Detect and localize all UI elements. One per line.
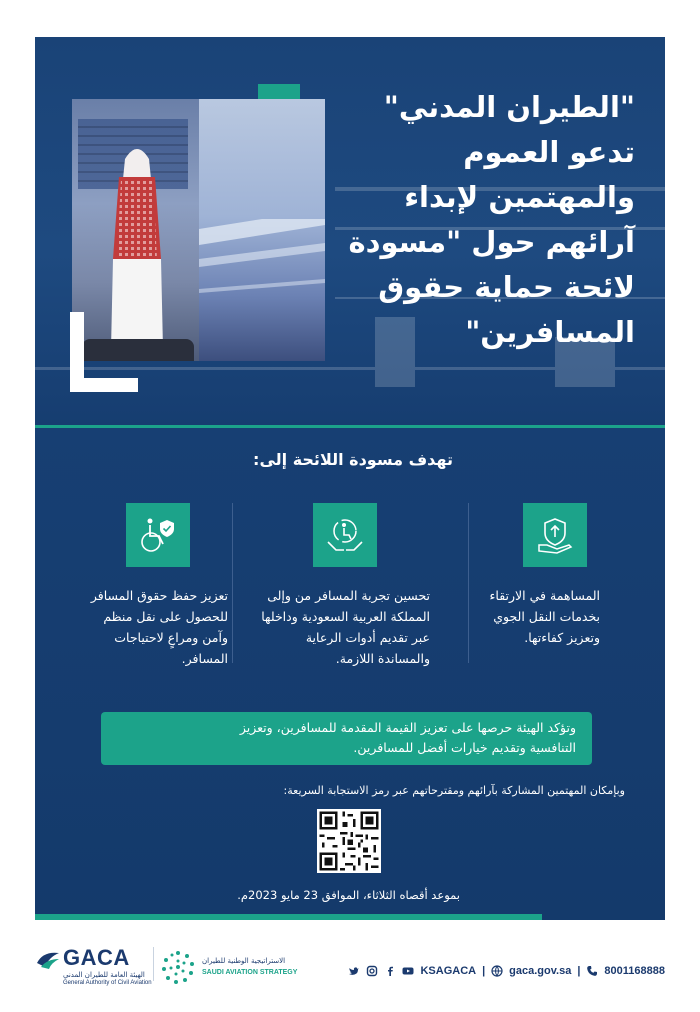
goal-item [250,503,440,669]
website-link[interactable]: gaca.gov.sa [509,965,572,977]
gaca-name-en: General Authority of Civil Aviation [63,980,152,986]
goal-text: المساهمة في الارتقاء بخدمات النقل الجوي وتعزيز كفاءتها. [489,588,600,645]
gaca-logo [35,945,152,990]
goal-text: تعزيز حفظ حقوق المسافر للحصول على نقل منظم وآمن ومراعٍ لاحتياجات المسافر. [90,588,228,666]
notice-line: وتؤكد الهيئة حرصها على تعزيز القيمة المقدمة للمسافرين، وتعزيز [239,720,576,735]
twitter-icon[interactable] [348,965,360,977]
gaca-wing-icon [35,949,61,971]
page-title: "الطيران المدني" تدعو العموم والمهتمين لإبداء آرائهم حول "مسودة لائحة حماية حقوق المسافرين" [348,90,635,349]
hand-shield-arrow-icon [523,503,587,567]
separator: | [577,965,581,977]
hero-section [35,37,665,427]
globe-icon [491,965,503,977]
youtube-icon[interactable] [402,965,414,977]
deadline-text: بموعد أقصاه الثلاثاء، الموافق 23 مايو 2023م. [237,888,460,902]
corner-bracket [70,312,138,392]
social-handle[interactable]: KSAGACA [420,965,477,977]
goal-item [75,503,240,669]
strategy-name-en: SAUDI AVIATION STRATEGY [202,969,298,976]
section-subtitle: تهدف مسودة اللائحة إلى: [253,450,453,469]
qr-code[interactable] [317,809,381,873]
content-section [35,428,665,920]
separator: | [482,965,486,977]
gaca-wordmark: GACA [63,945,130,970]
poster [35,37,665,920]
hands-passenger-icon [313,503,377,567]
strategy-name-ar: الاستراتيجية الوطنية للطيران [202,957,286,965]
sky-photo [199,99,325,361]
instagram-icon[interactable] [366,965,378,977]
bottom-accent-bar [35,914,542,920]
notice-banner [101,712,592,765]
phone-icon [586,965,598,977]
goal-text: تحسين تجربة المسافر من وإلى المملكة العربية السعودية وداخلها عبر تقديم أدوات الرعاية والمساندة اللازمة. [261,588,430,666]
notice-line: التنافسية وتقديم خيارات أفضل للمسافرين. [353,740,576,755]
phone-number[interactable]: 8001168888 [604,965,665,977]
strategy-emblem-icon [160,949,196,985]
footer [0,935,700,995]
goal-item [470,503,640,648]
wheelchair-shield-icon [126,503,190,567]
column-divider [468,503,469,663]
logo-separator [153,947,154,981]
strategy-logo [160,943,310,988]
terminal-glass [199,219,325,361]
contact-bar [348,965,665,977]
facebook-icon[interactable] [384,965,396,977]
gaca-name-ar: الهيئة العامة للطيران المدني [63,971,145,979]
feedback-text: وبإمكان المهتمين المشاركة بآرائهم ومقترحاتهم عبر رمز الاستجابة السريعة: [283,784,625,797]
